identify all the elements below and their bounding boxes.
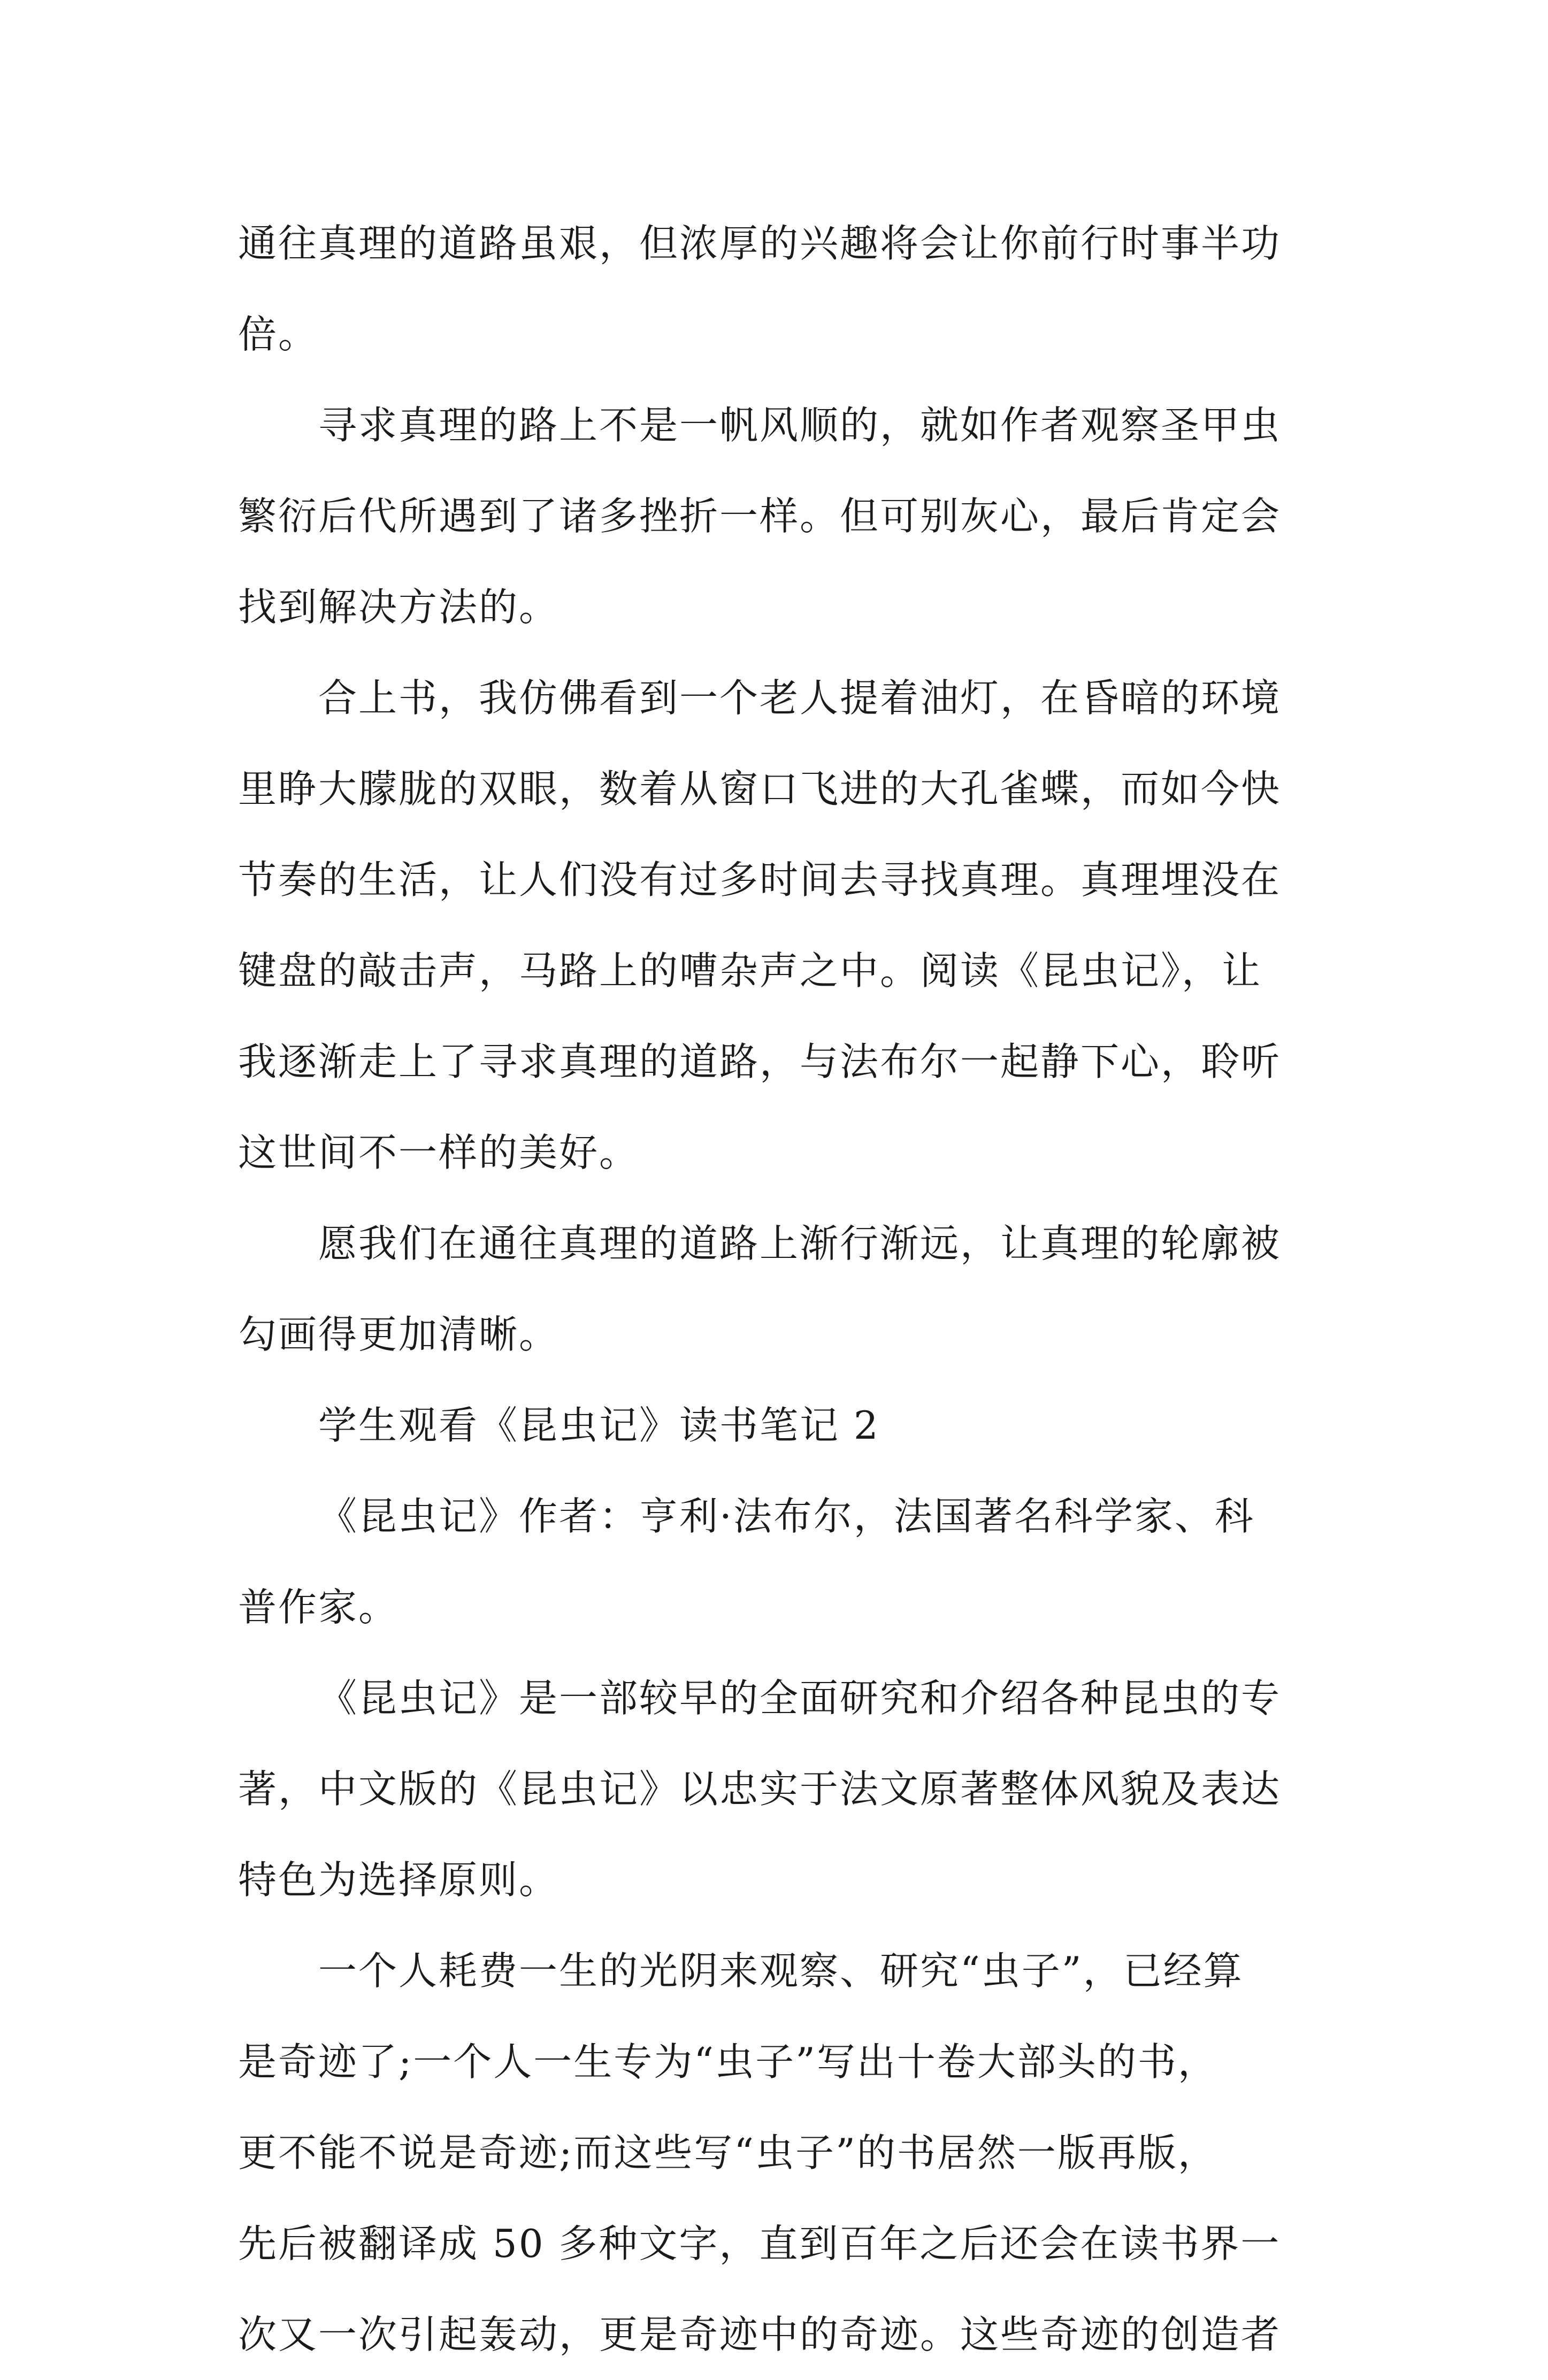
text-line: 找到解决方法的。 [238, 585, 560, 629]
text-line: 先后被翻译成 50 多种文字，直到百年之后还会在读书界一 [238, 2221, 1281, 2266]
body-text [238, 198, 1324, 2380]
text-line: 里睁大朦胧的双眼，数着从窗口飞进的大孔雀蝶，而如今快 [238, 766, 1282, 811]
text-line: 是奇迹了;一个人一生专为“虫子”写出十卷大部头的书， [238, 2039, 1218, 2084]
section-heading: 学生观看《昆虫记》读书笔记 2 [318, 1403, 880, 1448]
text-line: 著，中文版的《昆虫记》以忠实于法文原著整体风貌及表达 [238, 1767, 1282, 1811]
text-line: 次又一次引起轰动，更是奇迹中的奇迹。这些奇迹的创造者 [238, 2312, 1282, 2357]
paragraph-start-line: 合上书，我仿佛看到一个老人提着油灯，在昏暗的环境 [318, 675, 1282, 720]
text-line: 倍。 [238, 312, 319, 357]
paragraph-start-line: 愿我们在通往真理的道路上渐行渐远，让真理的轮廓被 [318, 1221, 1282, 1266]
paragraph-start-line: 《昆虫记》是一部较早的全面研究和介绍各种昆虫的专 [318, 1676, 1282, 1721]
text-line: 我逐渐走上了寻求真理的道路，与法布尔一起静下心，聆听 [238, 1039, 1282, 1084]
text-line: 通往真理的道路虽艰，但浓厚的兴趣将会让你前行时事半功 [238, 221, 1282, 266]
text-line: 节奏的生活，让人们没有过多时间去寻找真理。真理埋没在 [238, 857, 1282, 902]
text-line: 普作家。 [238, 1585, 399, 1630]
paragraph-start-line: 一个人耗费一生的光阴来观察、研究“虫子”，已经算 [318, 1948, 1244, 1993]
text-line: 更不能不说是奇迹;而这些写“虫子”的书居然一版再版， [238, 2130, 1218, 2175]
text-line: 勾画得更加清晰。 [238, 1312, 560, 1357]
text-line: 繁衍后代所遇到了诸多挫折一样。但可别灰心，最后肯定会 [238, 494, 1282, 539]
paragraph-start-line: 《昆虫记》作者：亨利·法布尔，法国著名科学家、科 [318, 1494, 1255, 1539]
text-line: 键盘的敲击声，马路上的嘈杂声之中。阅读《昆虫记》，让 [238, 948, 1262, 993]
text-line: 这世间不一样的美好。 [238, 1130, 640, 1175]
text-line: 特色为选择原则。 [238, 1857, 560, 1902]
paragraph-start-line: 寻求真理的路上不是一帆风顺的，就如作者观察圣甲虫 [318, 403, 1282, 448]
